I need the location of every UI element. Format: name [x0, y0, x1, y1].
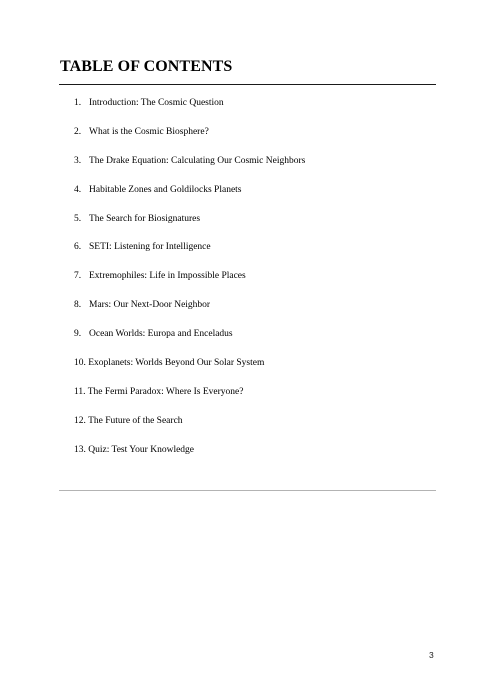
toc-item-number: 7.: [74, 271, 82, 282]
toc-item-label: Mars: Our Next-Door Neighbor: [89, 300, 211, 311]
toc-item[interactable]: [74, 328, 305, 357]
toc-item-number: 13.: [74, 444, 86, 455]
toc-item-label: Ocean Worlds: Europa and Enceladus: [89, 329, 233, 340]
toc-item-number: 3.: [74, 155, 82, 166]
toc-item-label: The Search for Biosignatures: [89, 213, 201, 224]
toc-item[interactable]: [74, 299, 305, 328]
toc-item-number: 12.: [74, 415, 86, 426]
toc-item-number: 10.: [74, 358, 86, 369]
footer-divider: [59, 490, 436, 491]
toc-item[interactable]: [74, 97, 305, 126]
toc-list: [74, 97, 305, 473]
toc-item[interactable]: [74, 357, 305, 386]
toc-item-number: 8.: [74, 300, 82, 311]
toc-item-label: The Fermi Paradox: Where Is Everyone?: [87, 386, 244, 397]
toc-item-number: 6.: [74, 242, 82, 253]
toc-item[interactable]: [74, 386, 305, 415]
toc-item-label: What is the Cosmic Biosphere?: [89, 126, 209, 137]
toc-item-label: Habitable Zones and Goldilocks Planets: [89, 184, 242, 195]
toc-item[interactable]: [74, 415, 305, 444]
toc-item-label: Exoplanets: Worlds Beyond Our Solar System: [88, 358, 265, 369]
toc-item[interactable]: [74, 444, 305, 473]
toc-item[interactable]: [74, 213, 305, 242]
toc-item-label: Extremophiles: Life in Impossible Places: [89, 271, 246, 282]
toc-item-label: Quiz: Test Your Knowledge: [88, 444, 195, 455]
toc-item[interactable]: [74, 155, 305, 184]
toc-item-label: Introduction: The Cosmic Question: [89, 98, 224, 108]
toc-item[interactable]: [74, 126, 305, 155]
title-divider: [59, 84, 436, 85]
toc-item-label: SETI: Listening for Intelligence: [89, 242, 211, 253]
toc-item-label: The Drake Equation: Calculating Our Cosmic Neighbors: [89, 155, 306, 166]
toc-item[interactable]: [74, 184, 305, 213]
toc-item[interactable]: [74, 270, 305, 299]
page-title: TABLE OF CONTENTS: [60, 58, 233, 75]
toc-item-number: 5.: [74, 213, 82, 224]
page-number: 3: [429, 650, 434, 660]
toc-item-number: 11.: [74, 386, 86, 397]
toc-item-number: 1.: [74, 98, 82, 108]
toc-item-number: 9.: [74, 329, 82, 340]
toc-item[interactable]: [74, 241, 305, 270]
toc-item-label: The Future of the Search: [88, 415, 183, 426]
toc-item-number: 4.: [74, 184, 82, 195]
toc-item-number: 2.: [74, 126, 82, 137]
